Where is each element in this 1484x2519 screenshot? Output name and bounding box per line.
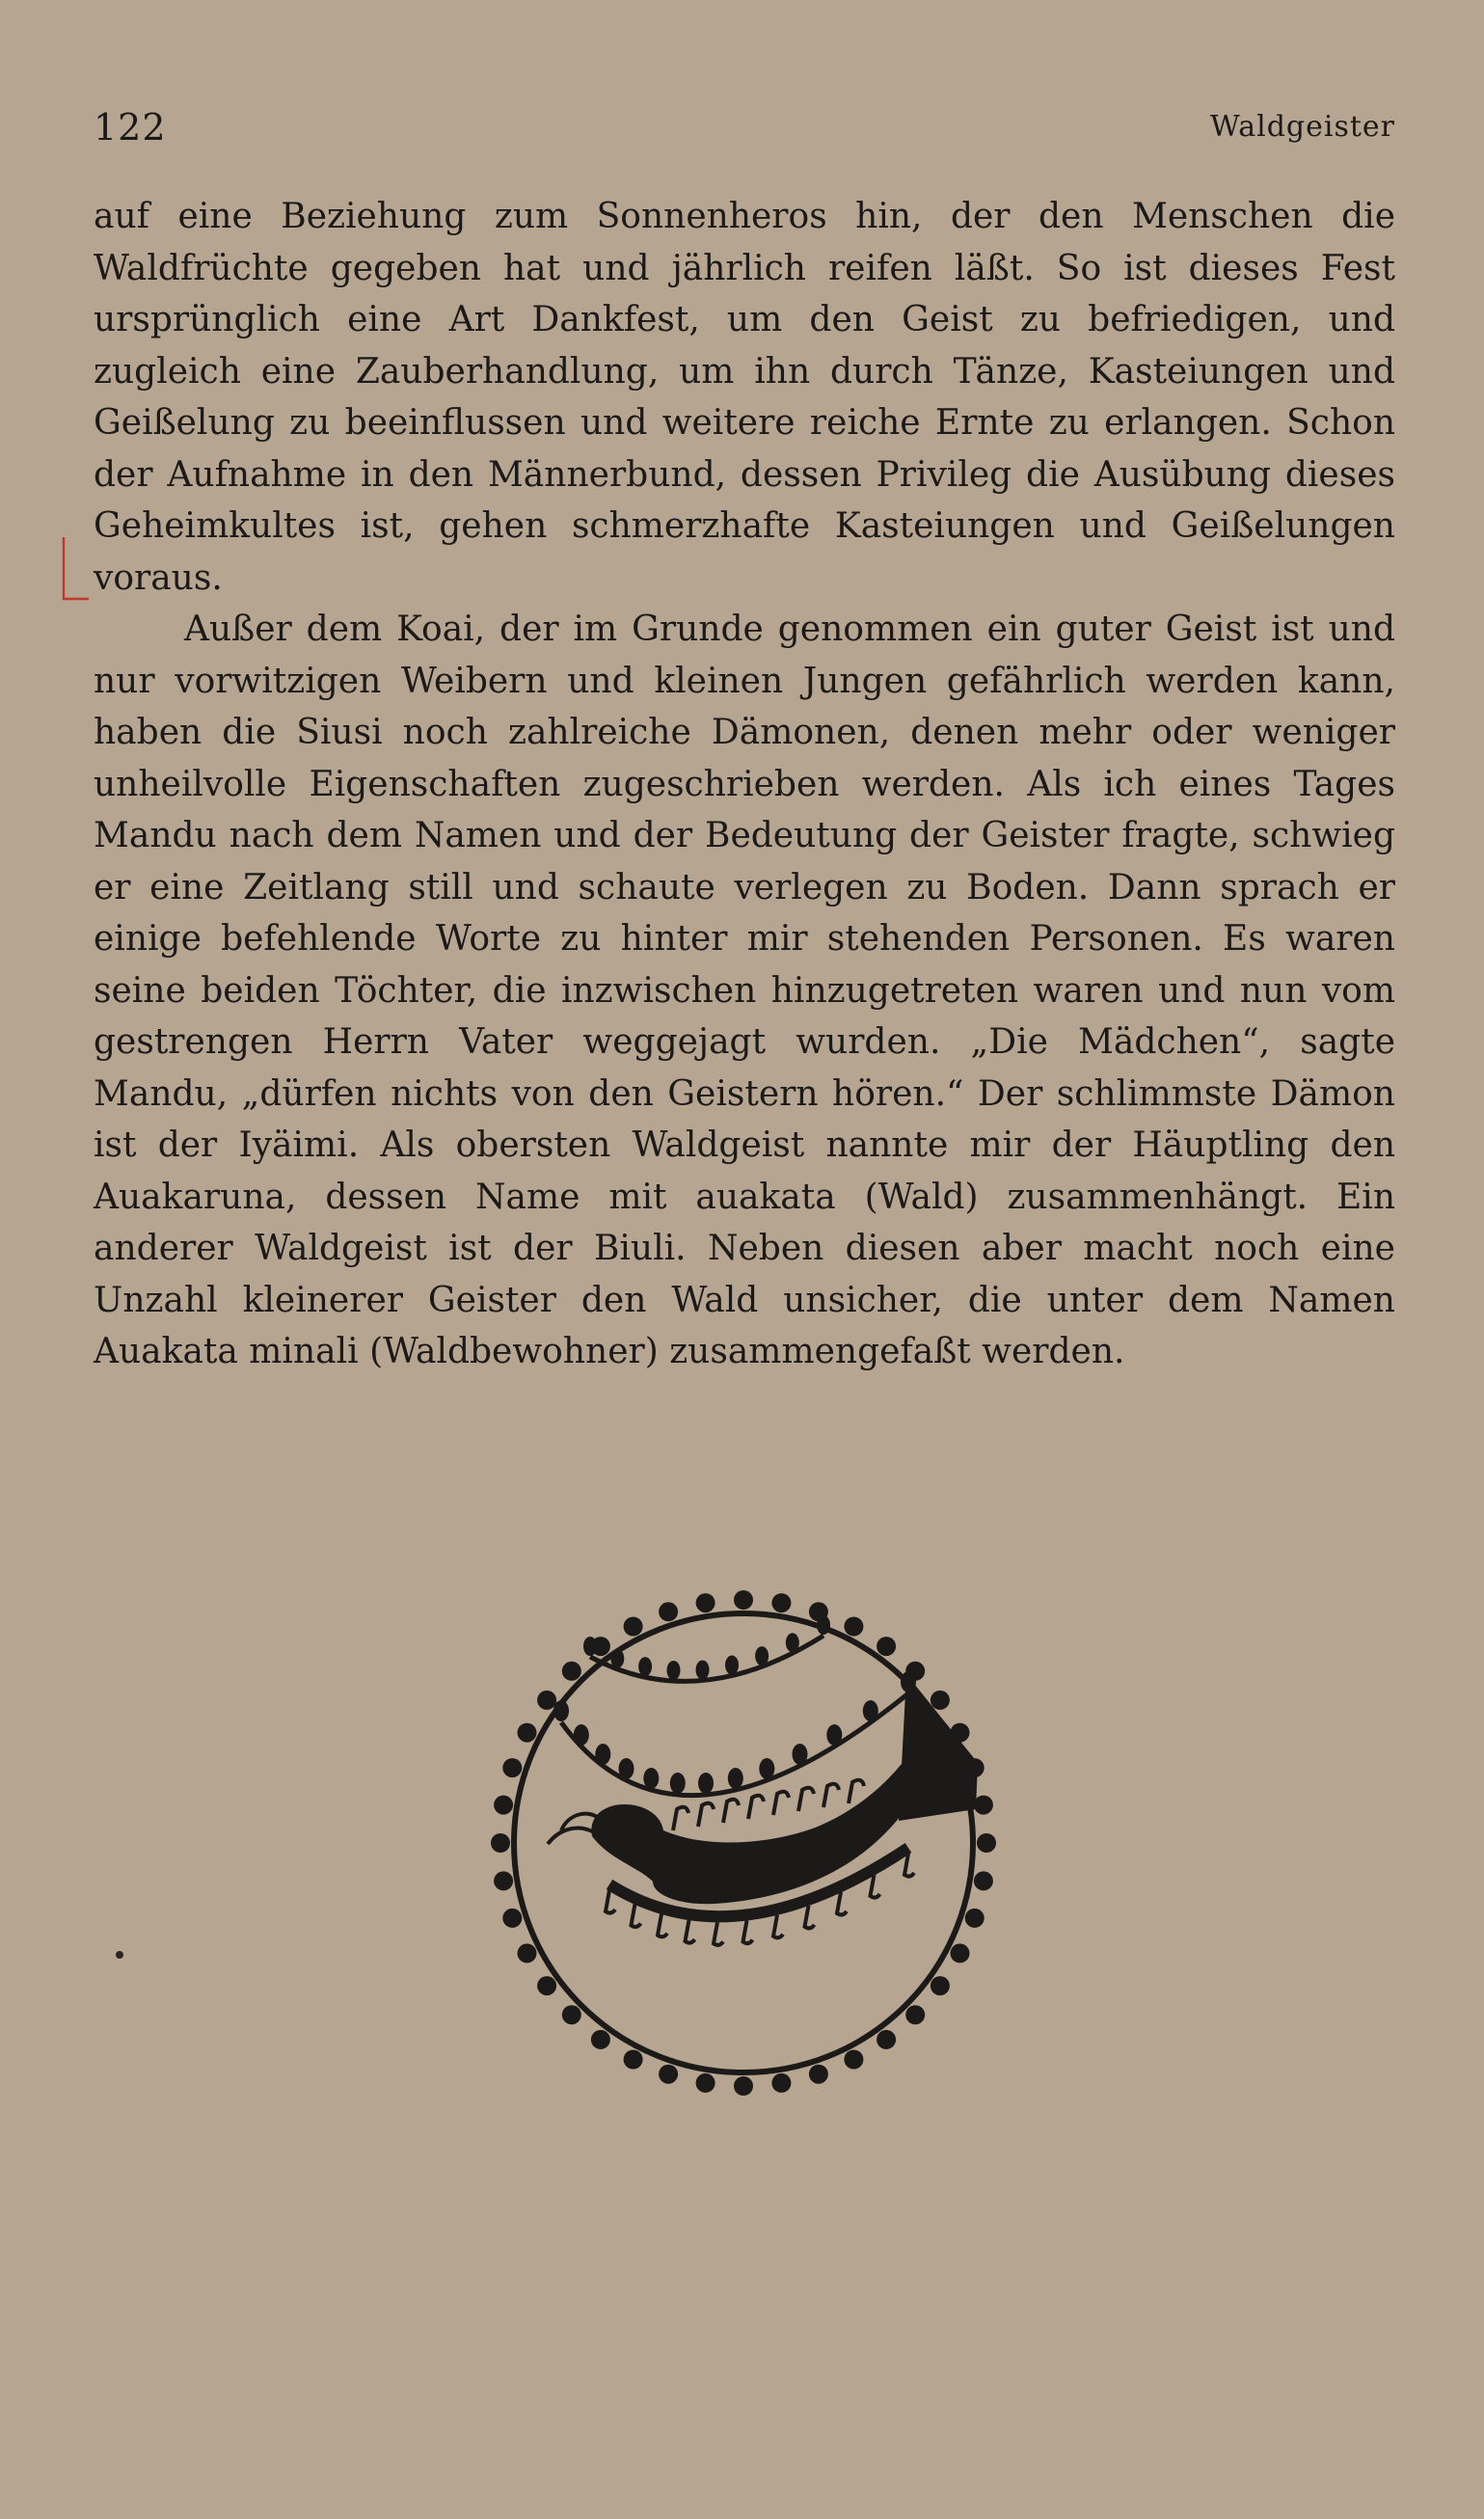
paragraph-2: Außer dem Koai, der im Grunde genommen ein guter Geist ist und nur vorwitzigen Weibern und kleinen Jungen gefährlich werden kann, haben die Siusi noch zahlreiche Dämonen, denen mehr oder weniger unheilvolle Eigenschaften zugeschrieben werden. Als ich eines Tages Mandu nach dem Namen und der Bedeutung der Geister fragte, schwieg er eine Zeitlang still und schaute verlegen zu Boden. Dann sprach er einige befehlende Worte zu hinter mir stehenden Personen. Es waren seine beiden Töchter, die inzwischen hinzugetreten waren und nun vom gestrengen Herrn Vater weggejagt wurden. „Die Mädchen“, sagte Mandu, „dürfen nichts von den Geistern hören.“ Der schlimmste Dämon ist der Iyäimi. Als obersten Waldgeist nannte mir der Häuptling den Auakaruna, dessen Name mit auakata (Wald) zusammenhängt. Ein anderer Waldgeist ist der Biuli. Neben diesen aber macht noch eine Unzahl kleinerer Geister den Wald unsicher, die unter dem Namen Auakata minali (Waldbewohner) zusammengefaßt werden. (94, 609, 1395, 1371)
body-text (94, 191, 1395, 1378)
paragraph-1: auf eine Beziehung zum Sonnenheros hin, der den Menschen die Waldfrüchte gegeben hat und jährlich reifen läßt. So ist dieses Fest ursprünglich eine Art Dankfest, um den Geist zu befriedigen, und zugleich eine Zauberhandlung, um ihn durch Tänze, Kasteiungen und Geißelung zu beeinflussen und weitere reiche Ernte zu erlangen. Schon der Aufnahme in den Männerbund, dessen Privileg die Ausübung dieses Geheimkultes ist, gehen schmerzhafte Kasteiungen und Geißelungen voraus. (94, 197, 1395, 598)
running-head: Waldgeister (1209, 110, 1395, 144)
ink-speck (116, 1951, 123, 1959)
page-number: 122 (94, 106, 167, 149)
proofreading-mark-icon (56, 535, 91, 609)
circular-ornament-icon (484, 1578, 1003, 2104)
